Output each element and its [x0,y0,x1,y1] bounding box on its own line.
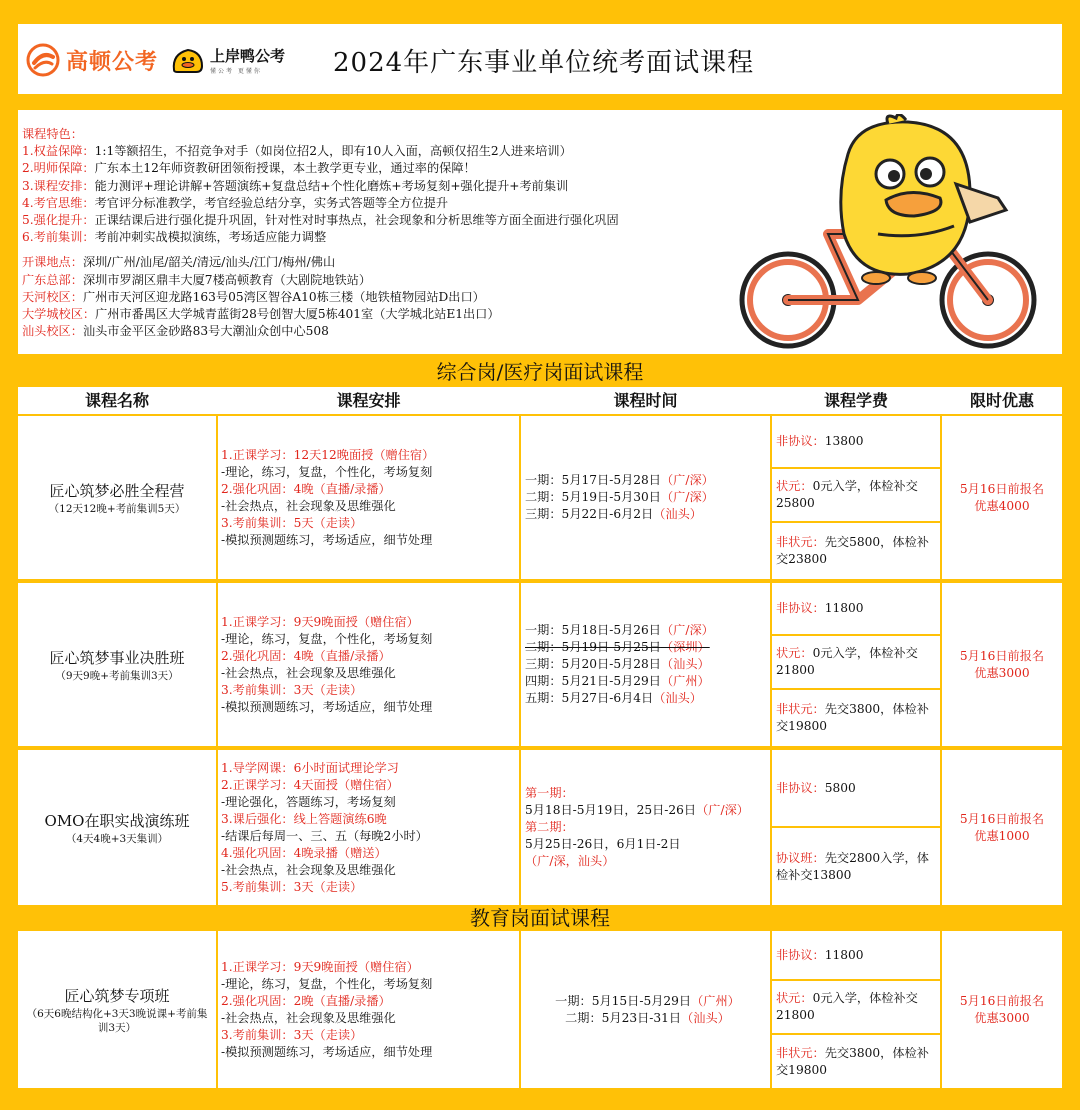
feature-item: 1.权益保障：1:1等额招生，不招竞争对手（如岗位招2人，即有10人入面，高顿仅招生2人进来培训） [22,144,572,159]
course-fee-cell [772,416,940,579]
plan-line: -社会热点，社会现象及思维强化 [221,665,396,680]
course-name-cell [18,416,216,579]
gaodun-logo [26,40,158,80]
section-title-education: 教育岗面试课程 [470,906,610,930]
feature-item: 5.强化提升：正课结课后进行强化提升巩固，针对性对时事热点，社会现象和分析思维等方面全面进行强化巩固 [22,213,619,228]
plan-line: 3.考前集训：3天（走读） [221,682,363,697]
duck-logo-icon [170,44,206,76]
plan-line: -社会热点，社会现象及思维强化 [221,1010,396,1025]
course-plan-cell [218,583,519,746]
session-line: 5月25日-26日，6月1日-2日（广/深，汕头） [525,837,681,868]
promo-cell [942,583,1062,746]
duck-bicycle-illustration [708,114,1058,350]
fee-option: 状元：0元入学，体检补交21800 [772,636,940,688]
course-plan-cell [218,750,519,905]
location-item: 天河校区：广州市天河区迎龙路163号05湾区智谷A10栋三楼（地铁植物园站D出口） [22,289,485,304]
feature-item: 6.考前集训：考前冲刺实战模拟演练，考场适应能力调整 [22,230,327,245]
col-header-time: 课程时间 [613,391,678,410]
plan-line: -社会热点，社会现象及思维强化 [221,498,396,513]
plan-line: -模拟预测题练习，考场适应，细节处理 [221,1044,433,1059]
location-item: 广东总部：深圳市罗湖区鼎丰大厦7楼高顿教育（大剧院地铁站） [22,272,372,287]
session-line-cancelled: 二期：5月19日-5月25日（深圳） [525,640,710,654]
shangan-logo [170,40,285,80]
fee-option: 状元：0元入学，体检补交21800 [772,981,940,1033]
promo-discount: 优惠3000 [974,1010,1030,1025]
location-item: 汕头校区：汕头市金平区金砂路83号大潮汕众创中心508 [22,324,329,339]
features-list [22,126,619,340]
table-header [18,387,1062,414]
promo-deadline: 5月16日前报名 [959,481,1045,496]
plan-line: 2.正课学习：4天面授（赠住宿） [221,777,399,792]
session-line: 5月18日-5月19日，25日-26日（广/深） [525,803,749,817]
section-title-general: 综合岗/医疗岗面试课程 [436,360,644,384]
session-line: 一期：5月18日-5月26日（广/深） [525,623,714,637]
course-name: 匠心筑梦必胜全程营 [49,481,185,500]
session-line: 三期：5月20日-5月28日（汕头） [525,657,710,671]
course-fee-cell [772,750,940,905]
feature-item: 4.考官思维：考官评分标准教学，考官经验总结分享，实务式答题等全方位提升 [22,195,449,210]
plan-line: 1.正课学习：9天9晚面授（赠住宿） [221,614,419,629]
session-line: 一期：5月17日-5月28日（广/深） [525,473,714,487]
plan-line: -理论，练习，复盘，个性化，考场复刻 [221,464,433,479]
course-plan-cell [218,931,519,1088]
plan-line: 2.强化巩固：2晚（直播/录播） [221,993,391,1008]
session-line: 二期：5月19日-5月30日（广/深） [525,490,714,504]
col-header-plan: 课程安排 [336,391,401,410]
course-name-cell [18,931,216,1088]
feature-item: 3.课程安排：能力测评+理论讲解+答题演练+复盘总结+个性化磨炼+考场复刻+强化提升+考前集训 [22,178,569,193]
plan-line: 4.强化巩固：4晚录播（赠送） [221,845,387,860]
plan-line: -理论，练习，复盘，个性化，考场复刻 [221,976,433,991]
plan-line: 3.考前集训：5天（走读） [221,515,363,530]
promo-discount: 优惠4000 [974,498,1030,513]
course-plan-cell [218,416,519,579]
location-item: 大学城校区：广州市番禺区大学城青蓝街28号创智大厦5栋401室（大学城北站E1出口） [22,307,500,322]
plan-line: -模拟预测题练习，考场适应，细节处理 [221,699,433,714]
course-time-cell [521,583,770,746]
promo-deadline: 5月16日前报名 [959,648,1045,663]
promo-discount: 优惠1000 [974,828,1030,843]
plan-line: 1.正课学习：12天12晚面授（赠住宿） [221,447,435,462]
promo-cell [942,416,1062,579]
plan-line: 1.导学网课：6小时面试理论学习 [221,760,399,775]
session-label: 第一期： [525,786,574,800]
course-time-cell [521,931,770,1088]
gaodun-logo-icon [26,43,60,77]
session-line: 二期：5月23日-31日（汕头） [565,1010,730,1025]
fee-option: 非状元：先交5800，体检补交23800 [772,523,940,579]
course-name: 匠心筑梦事业决胜班 [49,648,185,667]
table-row [18,583,1062,746]
course-time-cell [521,750,770,905]
course-name: OMO在职实战演练班 [44,811,190,830]
table-row [18,750,1062,905]
features-heading: 课程特色： [22,127,83,141]
location-item: 开课地点：深圳/广州/汕尾/韶关/清远/汕头/江门/梅州/佛山 [22,255,336,270]
plan-line: 3.课后强化：线上答题演练6晚 [221,811,387,826]
session-label: 第二期： [525,820,574,834]
course-subtitle: （4天4晚+3天集训） [65,832,169,845]
fee-option: 非协议：13800 [772,416,940,467]
course-subtitle: （9天9晚+考前集训3天） [55,669,179,682]
plan-line: -社会热点，社会现象及思维强化 [221,862,396,877]
table-row [18,416,1062,579]
session-line: 四期：5月21日-5月29日（广州） [525,674,710,688]
promo-cell [942,931,1062,1088]
course-fee-cell [772,931,940,1088]
promo-deadline: 5月16日前报名 [959,993,1045,1008]
fee-option: 非协议：11800 [772,583,940,634]
promo-cell [942,750,1062,905]
col-header-name: 课程名称 [84,391,149,410]
page-title: 2024年广东事业单位统考面试课程 [333,48,755,78]
plan-line: 2.强化巩固：4晚（直播/录播） [221,481,391,496]
promo-deadline: 5月16日前报名 [959,811,1045,826]
plan-line: -理论，练习，复盘，个性化，考场复刻 [221,631,433,646]
fee-option: 非协议：11800 [772,931,940,979]
col-header-fee: 课程学费 [823,391,888,410]
course-fee-cell [772,583,940,746]
fee-option: 协议班：先交2800入学，体检补交13800 [772,828,940,905]
header [18,24,1062,96]
fee-option: 非状元：先交3800，体检补交19800 [772,1035,940,1088]
plan-line: -模拟预测题练习，考场适应，细节处理 [221,532,433,547]
features-panel [18,110,1062,354]
feature-item: 2.明师保障：广东本土12年师资教研团领衔授课，本土教学更专业，通过率的保障！ [22,161,476,176]
poster [18,24,1062,1088]
course-subtitle: （12天12晚+考前集训5天） [48,502,186,515]
plan-line: 2.强化巩固：4晚（直播/录播） [221,648,391,663]
session-line: 一期：5月15日-5月29日（广州） [555,993,740,1008]
course-name-cell [18,750,216,905]
shangan-logo-text: 上岸鸭公考 [210,47,286,65]
course-subtitle: （6天6晚结构化+3天3晚说课+考前集训3天） [26,1007,208,1034]
gaodun-logo-text: 高顿公考 [66,49,159,75]
plan-line: 1.正课学习：9天9晚面授（赠住宿） [221,959,419,974]
session-line: 三期：5月22日-6月2日（汕头） [525,507,702,521]
fee-option: 非状元：先交3800，体检补交19800 [772,690,940,746]
course-time-cell [521,416,770,579]
promo-discount: 优惠3000 [974,665,1030,680]
plan-line: 5.考前集训：3天（走读） [221,879,363,894]
session-line: 五期：5月27日-6月4日（汕头） [525,691,702,705]
plan-line: 3.考前集训：3天（走读） [221,1027,363,1042]
plan-line: -结课后每周一、三、五（每晚2小时） [221,828,428,843]
course-name: 匠心筑梦专项班 [64,986,170,1005]
fee-option: 状元：0元入学，体检补交25800 [772,469,940,521]
plan-line: -理论强化，答题练习，考场复刻 [221,794,396,809]
shangan-logo-slogan: 懂公考 更懂你 [210,68,262,75]
fee-option: 非协议：5800 [772,750,940,826]
col-header-promo: 限时优惠 [969,391,1034,410]
course-name-cell [18,583,216,746]
table-row [18,931,1062,1088]
